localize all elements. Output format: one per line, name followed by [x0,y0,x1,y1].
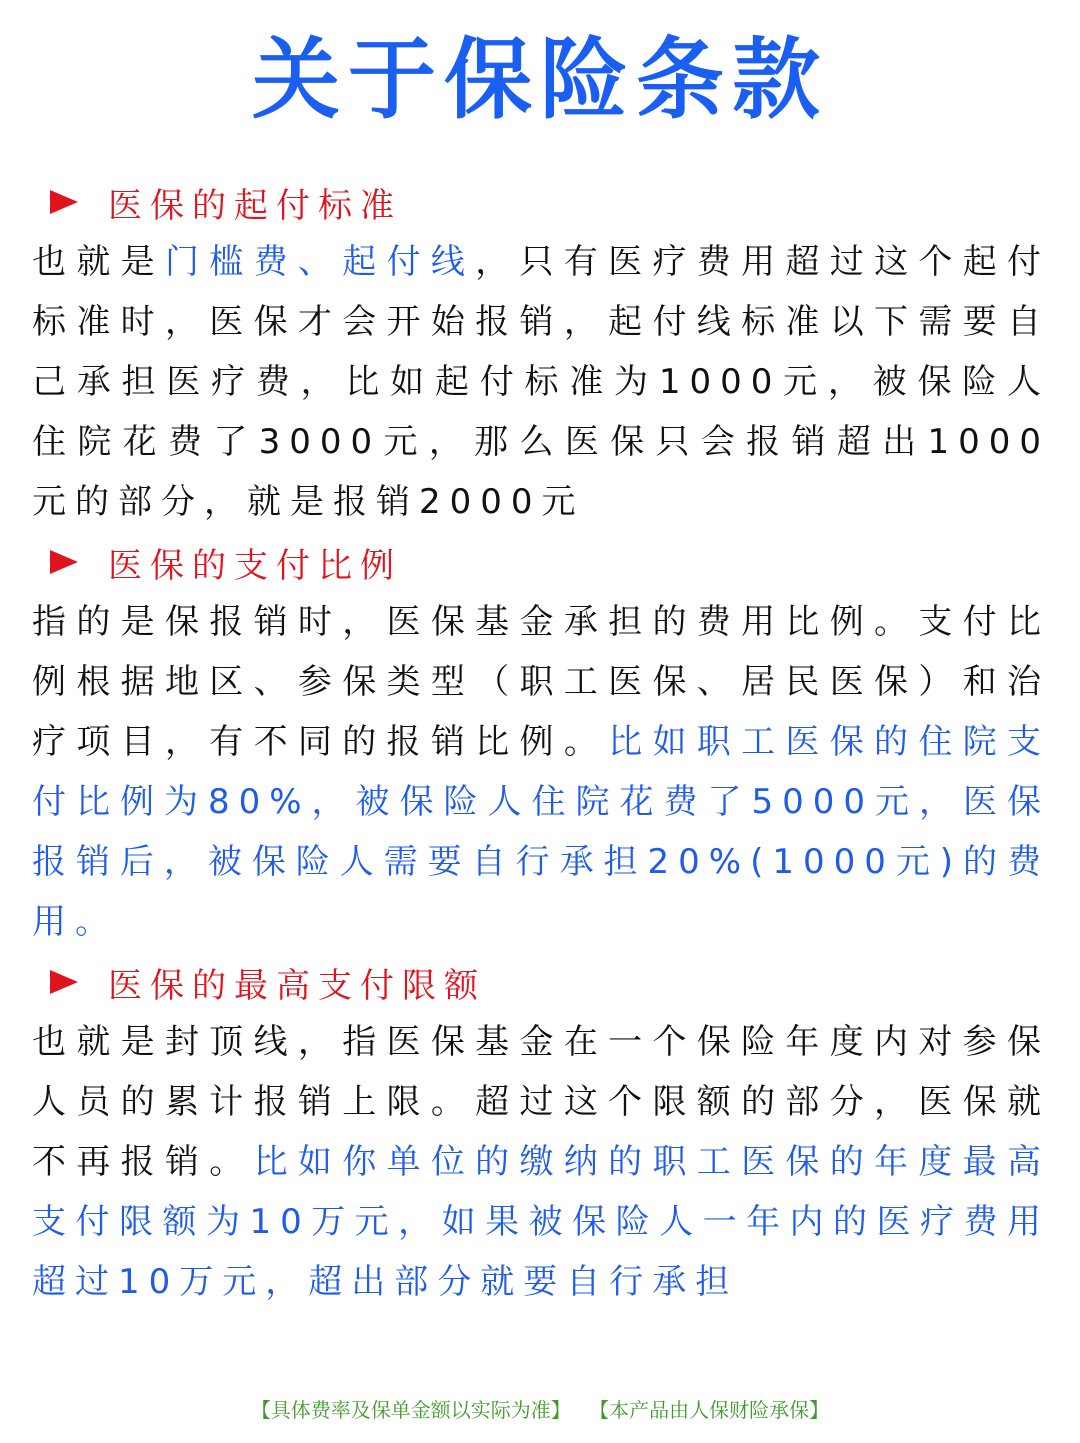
arrow-right-icon [50,550,78,574]
section-max-limit [32,952,1050,1312]
section-paragraph [32,592,1050,952]
section-paragraph [32,1012,1050,1312]
paragraph-text: ，只有医疗费用超过这个起付标准时，医保才会开始报销，起付线标准以下需要自己承担医疗费，比如起付标准为1000元，被保险人住院花费了3000元，那么医保只会报销超出1000元的部分，就是报销2000元 [32,242,1051,522]
footer-underwriter-note: 【本产品由人保财险承保】 [589,1398,830,1422]
section-heading-text: 医保的起付标准 [108,185,402,226]
footer-rate-note: 【具体费率及保单金额以实际为准】 [250,1398,571,1422]
paragraph-highlight-text: 比如你单位的缴纳的职工医保的年度最高支付限额为10万元，如果被保险人一年内的医疗费用超过10万元，超出部分就要自行承担 [32,1142,1051,1302]
section-heading [32,532,1050,592]
section-payment-ratio [32,532,1050,952]
paragraph-text: 也就是封顶线，指医保基金在一个保险年度内对参保人员的累计报销上限。超过这个限额的部分，医保就不再报销。 [32,1022,1050,1182]
paragraph-text: 也就是 [32,242,165,282]
section-paragraph [32,232,1050,532]
content [32,172,1050,1312]
paragraph-highlight-text: 门槛费、起付线 [164,242,476,282]
paragraph-highlight-text: 比如职工医保的住院支付比例为80%，被保险人住院花费了5000元，医保报销后，被保险人需要自行承担20%(1000元)的费用。 [32,722,1051,942]
page-title: 关于保险条款 [251,28,828,131]
section-heading-text: 医保的支付比例 [108,545,402,586]
footer-disclaimer [0,1394,1080,1426]
arrow-right-icon [50,190,78,214]
arrow-right-icon [50,970,78,994]
paragraph-text: 指的是保报销时，医保基金承担的费用比例。支付比例根据地区、参保类型（职工医保、居民医保）和治疗项目，有不同的报销比例。 [32,602,1050,762]
section-deductible [32,172,1050,532]
section-heading [32,172,1050,232]
section-heading [32,952,1050,1012]
section-heading-text: 医保的最高支付限额 [108,965,486,1006]
